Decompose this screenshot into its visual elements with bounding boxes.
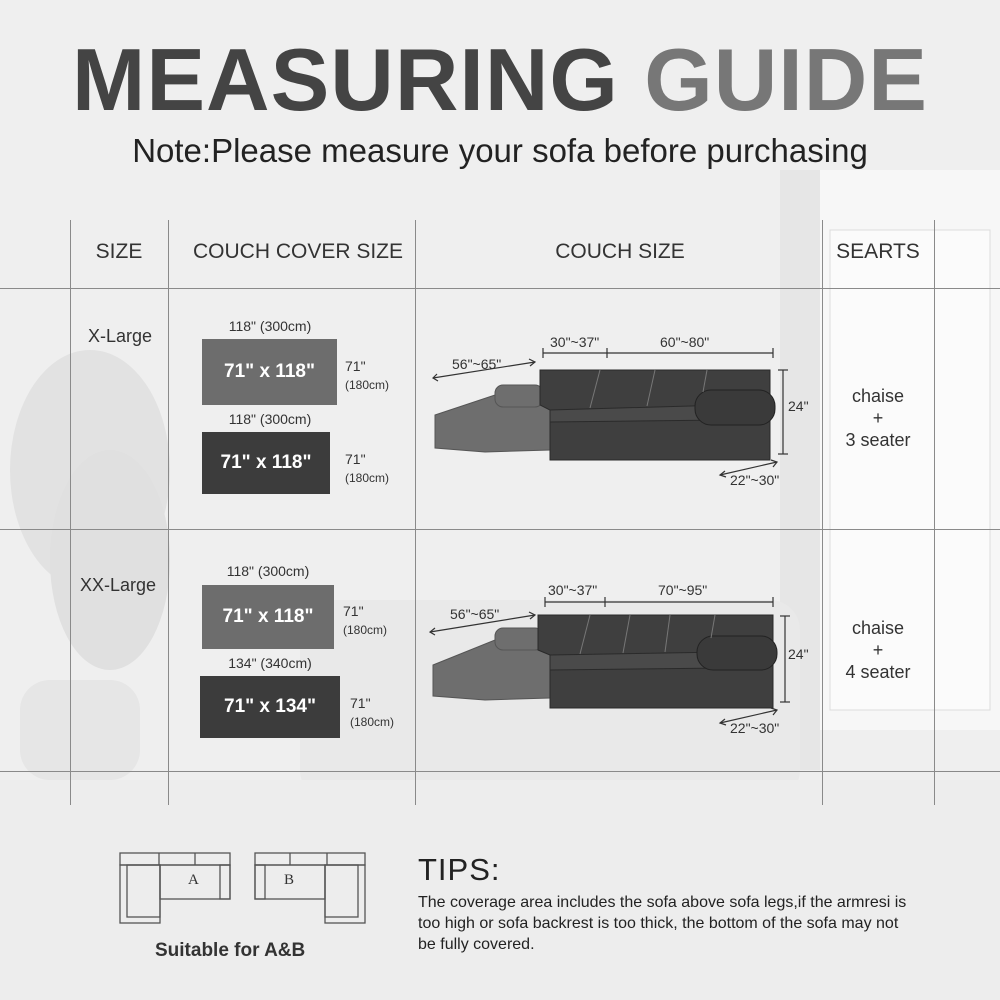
cover-dimension-top: 118" (300cm) — [228, 318, 312, 334]
cover-size-box: 71" x 118" — [202, 432, 330, 494]
cover-side-cm: (180cm) — [350, 715, 395, 729]
table-divider — [822, 220, 823, 805]
cover-side-inch: 71" — [350, 695, 371, 711]
header-cover-size: COUCH COVER SIZE — [192, 240, 404, 263]
seats-description — [822, 385, 934, 451]
cover-size-box: 71" x 118" — [202, 585, 334, 649]
cover-dimension-side — [343, 602, 387, 639]
cover-side-cm: (180cm) — [345, 471, 390, 485]
seats-line: + — [872, 408, 884, 428]
size-xlarge: X-Large — [88, 326, 153, 346]
table-divider — [415, 220, 416, 805]
cover-dimension-top: 134" (340cm) — [228, 655, 312, 671]
cover-dimension-side — [350, 694, 394, 731]
seats-line: 3 seater — [845, 430, 911, 450]
cover-side-inch: 71" — [345, 451, 366, 467]
size-xxlarge: XX-Large — [80, 575, 157, 595]
header-seats: SEARTS — [836, 240, 920, 263]
cover-side-inch: 71" — [343, 603, 364, 619]
chaise-length-label: 56"~65" — [450, 606, 500, 622]
seats-line: chaise — [851, 618, 905, 638]
back-length-label: 70"~95" — [658, 582, 708, 598]
cover-dimension-top: 118" (300cm) — [228, 411, 312, 427]
header-couch-size: COUCH SIZE — [555, 240, 685, 263]
arm-width-label: 30"~37" — [550, 334, 600, 350]
seats-line: 4 seater — [845, 662, 911, 682]
cover-dimension-side — [345, 357, 389, 394]
chaise-length-label: 56"~65" — [452, 356, 502, 372]
cover-side-inch: 71" — [345, 358, 366, 374]
seats-line: + — [872, 640, 884, 660]
tips-heading: TIPS: — [418, 852, 501, 887]
table-divider — [168, 220, 169, 805]
height-label: 24" — [788, 646, 809, 662]
table-divider — [0, 529, 1000, 530]
cover-side-cm: (180cm) — [343, 623, 388, 637]
page-title — [0, 30, 1000, 130]
cover-dimension-top: 118" (300cm) — [226, 563, 310, 579]
title-part2: GUIDE — [644, 30, 928, 129]
note-text: Note:Please measure your sofa before purchasing — [132, 132, 868, 169]
tips-body: The coverage area includes the sofa above sofa legs,if the armresi is too high or sofa backrest is too thick, the bottom of the sofa may not be fully covered. — [418, 894, 907, 953]
cover-size-box: 71" x 118" — [202, 339, 337, 405]
table-divider — [0, 771, 1000, 772]
title-part1: MEASURING — [72, 30, 619, 129]
sofa-label-b: B — [284, 872, 295, 888]
cover-dimension-side — [345, 450, 389, 487]
suitable-caption: Suitable for A&B — [155, 940, 306, 961]
depth-label: 22"~30" — [730, 720, 780, 736]
cover-side-cm: (180cm) — [345, 378, 390, 392]
seats-description — [822, 617, 934, 683]
table-divider — [70, 220, 71, 805]
cover-size-box: 71" x 134" — [200, 676, 340, 738]
back-length-label: 60"~80" — [660, 334, 710, 350]
arm-width-label: 30"~37" — [548, 582, 598, 598]
sofa-type-diagram — [115, 848, 375, 930]
depth-label: 22"~30" — [730, 472, 780, 488]
height-label: 24" — [788, 398, 809, 414]
table-divider — [934, 220, 935, 805]
table-divider — [0, 288, 1000, 289]
seats-line: chaise — [851, 386, 905, 406]
header-size: SIZE — [95, 240, 143, 263]
sofa-label-a: A — [188, 872, 199, 888]
